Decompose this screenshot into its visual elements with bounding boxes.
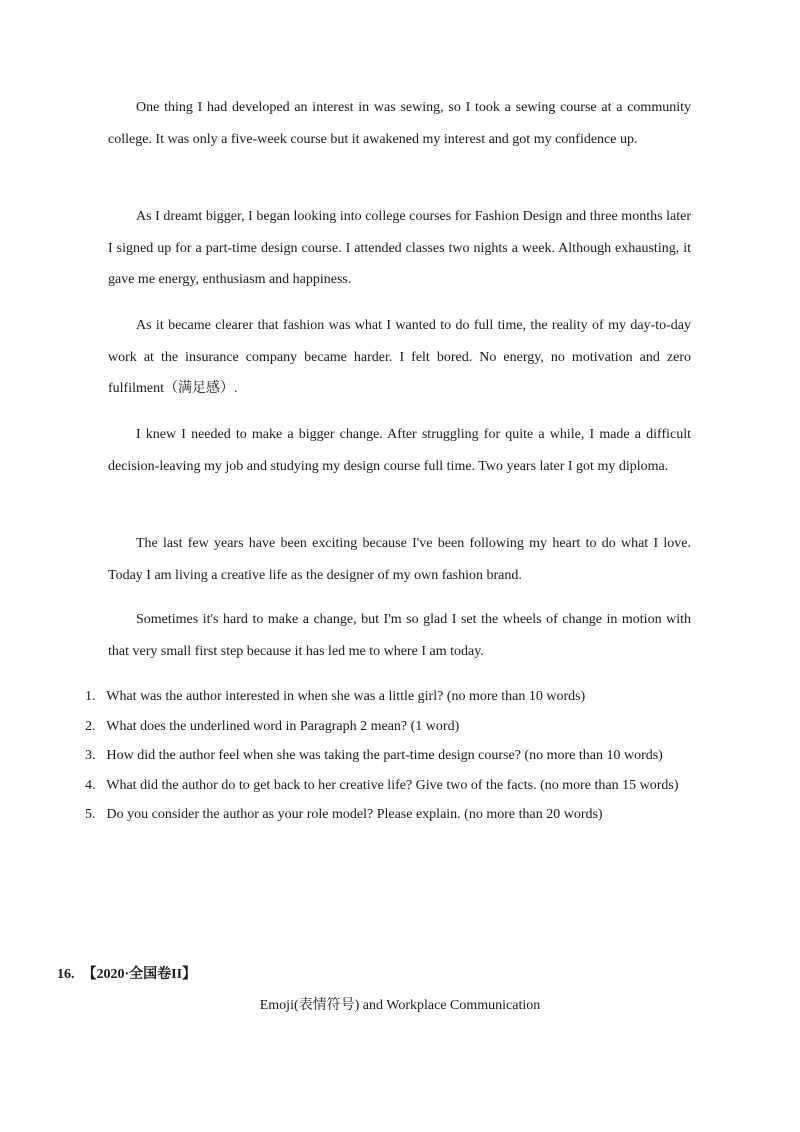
paragraph-3: As it became clearer that fashion was what I wanted to do full time, the reality of my day-to-day work at the insurance company became harder. I felt bored. No energy, no motivation and zero fulfilment（满足感）. <box>108 318 691 396</box>
section-number: 16. <box>57 967 75 982</box>
section-heading <box>57 965 196 985</box>
paragraph-1: One thing I had developed an interest in was sewing, so I took a sewing course at a community college. It was only a five-week course but it awakened my interest and got my confidence up. <box>108 100 691 147</box>
question-item <box>85 800 705 830</box>
question-number: 2. <box>85 718 96 734</box>
question-list <box>85 682 705 830</box>
article-title: Emoji(表情符号) and Workplace Communication <box>259 998 541 1013</box>
question-text: What does the underlined word in Paragraph 2 mean? (1 word) <box>106 718 460 734</box>
question-item <box>85 712 705 742</box>
question-item <box>85 771 705 801</box>
section-label: 【2020·全国卷II】 <box>82 967 197 982</box>
question-number: 5. <box>85 807 96 823</box>
question-text: How did the author feel when she was taking the part-time design course? (no more than 10 words) <box>106 748 663 764</box>
question-item <box>85 682 705 712</box>
paragraph-6: Sometimes it's hard to make a change, but I'm so glad I set the wheels of change in motion with that very small first step because it has led me to where I am today. <box>108 612 691 659</box>
question-item <box>85 741 705 771</box>
question-number: 3. <box>85 748 96 764</box>
paragraph-5: The last few years have been exciting because I've been following my heart to do what I love. Today I am living a creative life as the designer of my own fashion brand. <box>108 536 691 583</box>
paragraph-2: As I dreamt bigger, I began looking into college courses for Fashion Design and three months later I signed up for a part-time design course. I attended classes two nights a week. Although exhausting, it gave me energy, enthusiasm and happiness. <box>108 209 691 287</box>
question-text: What did the author do to get back to her creative life? Give two of the facts. (no more than 15 words) <box>106 777 679 793</box>
question-text: Do you consider the author as your role model? Please explain. (no more than 20 words) <box>106 807 603 823</box>
question-number: 1. <box>85 689 96 704</box>
question-number: 4. <box>85 777 96 793</box>
paragraph-4: I knew I needed to make a bigger change. After struggling for quite a while, I made a difficult decision-leaving my job and studying my design course full time. Two years later I got my diploma. <box>108 427 691 474</box>
question-text: What was the author interested in when she was a little girl? (no more than 10 words) <box>106 689 586 704</box>
